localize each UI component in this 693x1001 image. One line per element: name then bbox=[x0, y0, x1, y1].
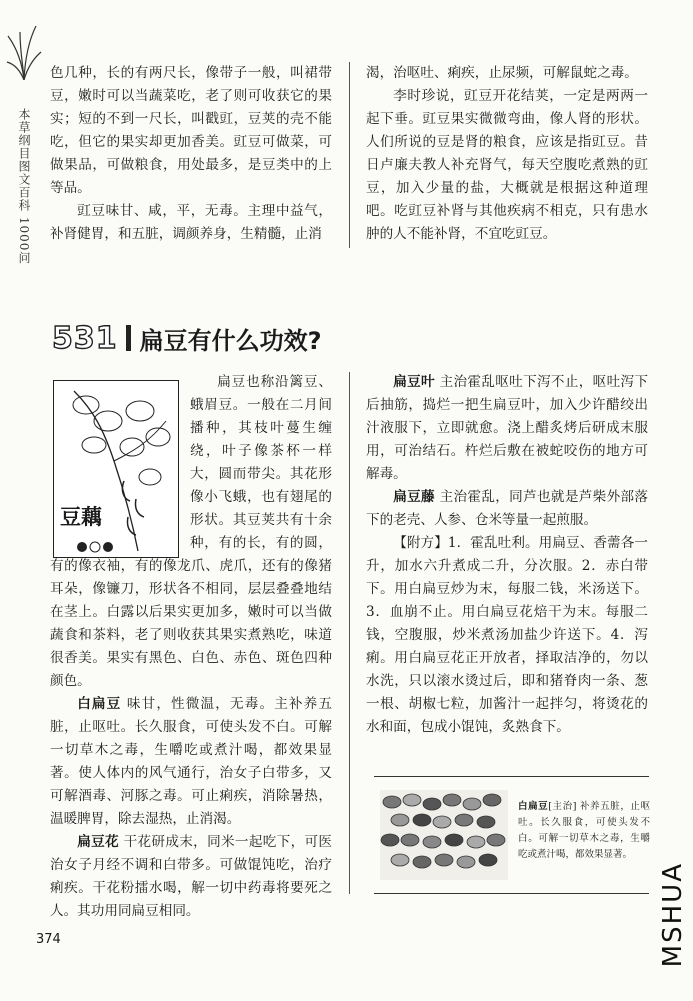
top-left-column bbox=[50, 62, 332, 246]
section-heading bbox=[52, 318, 322, 358]
column-divider bbox=[349, 62, 350, 248]
paragraph bbox=[366, 486, 648, 532]
term-text: 干花研成末，同米一起吃下，可医治女子月经不调和白带多。可做馄饨吃，治疗痢疾。干花粉擂水喝，解一切中药毒将要死之人。其功用同扁豆相同。 bbox=[50, 834, 333, 919]
paragraph bbox=[366, 532, 648, 739]
caption-term: 白扁豆 bbox=[518, 801, 549, 812]
term-text: 主治霍乱呕吐下泻不止，呕吐泻下后抽筋，捣烂一把生扁豆叶，加入少许醋绞出汁液服下，立即就愈。浇上醋炙烤后研成末服用，可治结石。杵烂后敷在被蛇咬伤的地方可解毒。 bbox=[366, 374, 649, 482]
paragraph bbox=[50, 693, 332, 831]
section-number: 531 bbox=[52, 320, 118, 356]
term: 扁豆花 bbox=[77, 834, 119, 850]
paragraph: 渴，治呕吐、痢疾，止尿频，可解鼠蛇之毒。 bbox=[366, 65, 638, 81]
term-text: 主治霍乱，同芦也就是芦柴外部落下的老壳、人参、仓米等量一起煎服。 bbox=[366, 489, 649, 528]
term-text: 味甘，性微温，无毒。主补养五脏，止呕吐。长久服食，可使头发不白。可解一切草木之毒，生嚼吃或煮汁喝，都效果显著。使人体内的风气通行，治女子白带多，又可解酒毒、河豚之毒。可止痢疾，消除暑热，温暖脾胃，除去湿热，止消渴。 bbox=[50, 696, 332, 827]
caption-rule-bottom bbox=[374, 893, 649, 894]
photo-caption bbox=[518, 799, 650, 863]
illustration-label: 豆藕 bbox=[60, 505, 102, 529]
term-text: 1．霍乱吐利。用扁豆、香薷各一升，加水六升煮成二升，分次服。2．赤白带下。用白扁豆炒为末，每服二钱，米汤送下。3．血崩不止。用白扁豆花焙干为末。每服二钱，空腹服，炒米煮汤加盐少许送下。4．泻痢。用白扁豆花正开放者，择取洁净的，勿以水洗，只以滚水烫过后，即和猪脊肉一条、葱一根、胡椒七粒，加酱汁一起拌匀，将烫花的水和面，包成小馄饨，炙熟食下。 bbox=[366, 535, 648, 735]
paragraph: 李时珍说，豇豆开花结荚，一定是两两一起下垂。豇豆果实微微弯曲，像人肾的形状。人们所说的豆是肾的粮食，应该是指豇豆。昔日卢廉夫教人补充肾气，每天空腹吃煮熟的豇豆，加入少量的盐，大概就是根据这种道理吧。吃豇豆补肾与其他疾病不相克，只有患水肿的人不能补肾，不宜吃豇豆。 bbox=[366, 88, 648, 242]
heading-bar bbox=[126, 325, 131, 351]
paragraph bbox=[366, 371, 648, 486]
term: 扁豆藤 bbox=[393, 489, 435, 505]
term: 扁豆叶 bbox=[393, 374, 435, 390]
top-right-column bbox=[366, 62, 648, 246]
intro-paragraph: 扁豆也称沿篱豆、蛾眉豆。一般在二月间播种，其枝叶蔓生缠绕，叶子像茶杯一样大，圆而带尖。其花形像小飞蛾，也有翅尾的形状。其豆荚共有十余种，有的长，有的圆，有的像衣袖，有的像龙爪、虎爪，还有的像猪耳朵，像镰刀，形状各不相同，层层叠叠地结在茎上。白露以后果实更加多，嫩时可以当做蔬食和茶料，老了则收获其果实煮熟吃，味道很香美。果实有黑色、白色、赤色、斑色四种颜色。 bbox=[50, 374, 332, 689]
book-title: 本草纲目图文百科 1000问 bbox=[17, 108, 31, 265]
paragraph bbox=[50, 831, 332, 923]
term: 白扁豆 bbox=[77, 696, 122, 712]
caption-text: [主治] 补养五脏，止呕吐。长久服食，可使头发不白。可解一切草木之毒，生嚼吃或煮汁喝，都效果显著。 bbox=[518, 801, 650, 860]
right-column bbox=[366, 371, 648, 739]
term: 【附方】 bbox=[393, 535, 448, 551]
watermark: MSHUA bbox=[658, 862, 688, 968]
page-number: 374 bbox=[36, 932, 61, 947]
column-divider bbox=[349, 372, 350, 894]
left-column bbox=[50, 371, 332, 923]
beans-photo bbox=[380, 790, 508, 880]
section-title: 扁豆有什么功效? bbox=[139, 326, 322, 355]
grass-icon bbox=[6, 22, 42, 80]
paragraph: 豇豆味甘、咸，平，无毒。主理中益气，补肾健胃，和五脏，调颜养身，生精髓，止消 bbox=[50, 203, 332, 242]
caption-rule-top bbox=[374, 776, 649, 777]
paragraph: 色几种，长的有两尺长，像带子一般，叫裙带豆，嫩时可以当蔬菜吃，老了则可收获它的果实；短的不到一尺长，叫戳豇，豆荚的壳不能吃，但它的果实却更加香美。豇豆可做菜，可做果品，可做粮食，用处最多，是豆类中的上等品。 bbox=[50, 65, 332, 196]
float-spacer bbox=[50, 371, 190, 555]
